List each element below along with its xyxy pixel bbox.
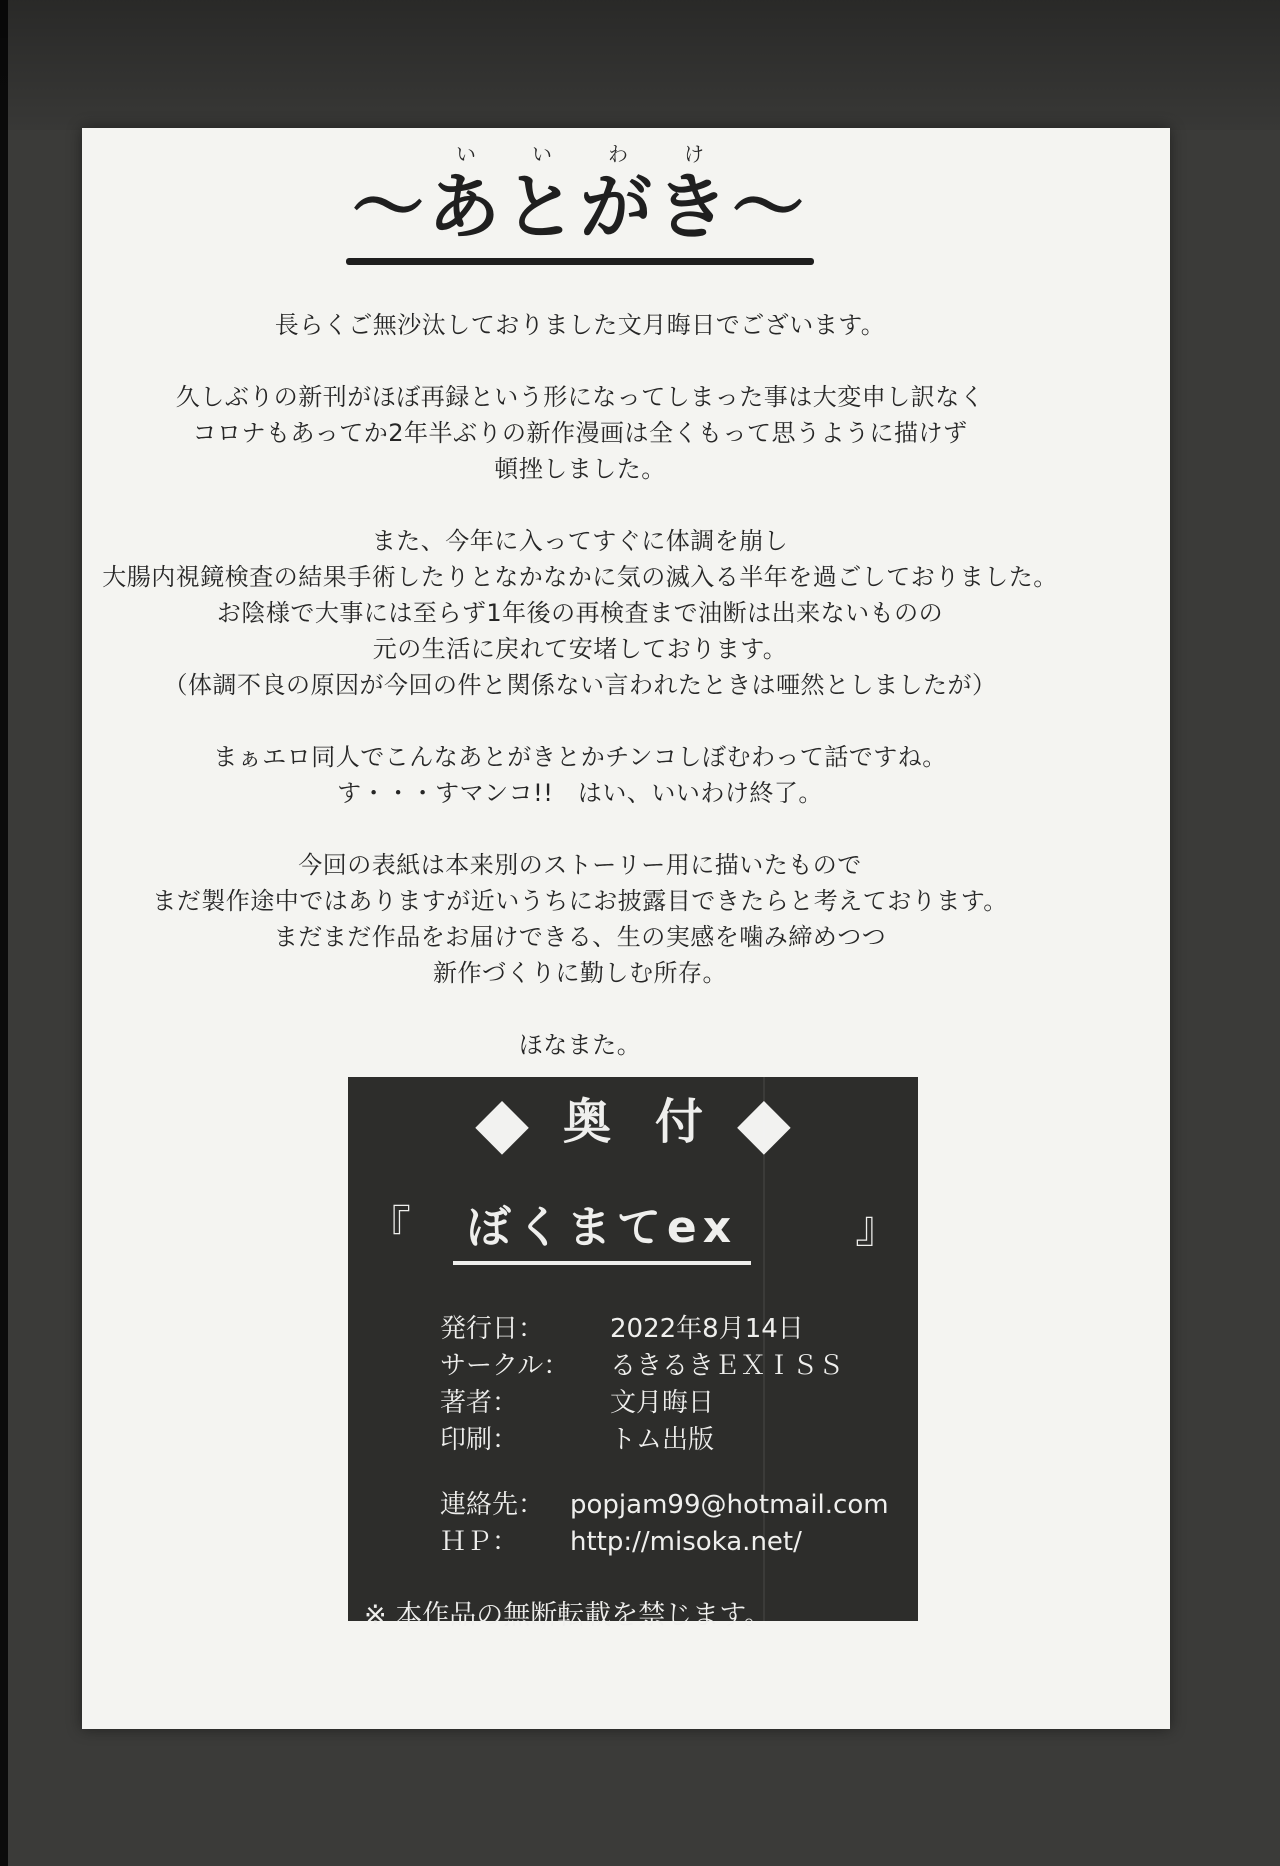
text-line: まだ製作途中ではありますが近いうちにお披露目できたらと考えております。	[152, 887, 1008, 915]
diamond-icon: ◆	[475, 1081, 529, 1163]
open-bracket: 『	[366, 1202, 411, 1253]
title-ruby-char: がわ	[580, 142, 657, 249]
text-line: まだまだ作品をお届けできる、生の実感を噛み締めつつ	[273, 923, 887, 951]
homepage-url: http://misoka.net/	[570, 1527, 802, 1557]
info-row-homepage	[440, 1524, 918, 1561]
info-value: るきるきＥＸＩＳＳ	[610, 1351, 845, 1381]
colophon-box	[348, 1077, 918, 1631]
info-row-author	[440, 1385, 918, 1422]
diamond-icon: ◆	[737, 1081, 791, 1163]
info-label: 連絡先：	[440, 1490, 545, 1520]
text-line: また、今年に入ってすぐに体調を崩し	[371, 527, 789, 555]
scan-edge-top	[0, 0, 1280, 130]
text-line: お陰様で大事には至らず1年後の再検査まで油断は出来ないものの	[216, 599, 944, 627]
text-line: まぁエロ同人でこんなあとがきとかチンコしぼむわって話ですね。	[213, 743, 947, 771]
page-title	[36, 142, 1124, 252]
colophon-title: 奥付	[562, 1094, 747, 1150]
text-line: 久しぶりの新刊がほぼ再録という形になってしまった事は大変申し訳なく	[175, 383, 985, 411]
text-line: 大腸内視鏡検査の結果手術したりとなかなかに気の滅入る半年を過ごしておりました。	[102, 563, 1058, 591]
title-ruby-char: きけ	[656, 142, 733, 249]
title-ruby-char: とい	[503, 142, 580, 249]
copyright-notice: ※ 本作品の無断転載を禁じます。	[364, 1600, 772, 1631]
text-line: 新作づくりに勤しむ所存。	[433, 959, 727, 987]
text-line: コロナもあってか2年半ぶりの新作漫画は全くもって思うように描けず	[192, 419, 968, 447]
info-value: 文月晦日	[610, 1388, 715, 1418]
info-label: 発行日：	[440, 1314, 545, 1344]
afterword-body	[36, 307, 1124, 1063]
title-ruby-char: あい	[427, 142, 504, 249]
info-row-circle	[440, 1348, 918, 1385]
info-value: トム出版	[610, 1425, 715, 1455]
info-label: ＨＰ：	[440, 1527, 519, 1557]
title-underline	[346, 258, 814, 265]
info-row-printer	[440, 1422, 918, 1459]
book-title: ぼくまてex	[453, 1191, 751, 1265]
text-line: す・・・すマンコ!! はい、いいわけ終了。	[337, 779, 823, 807]
info-label: サークル：	[440, 1351, 570, 1381]
paragraph	[36, 307, 1124, 343]
text-line: 長らくご無沙汰しておりました文月晦日でございます。	[274, 311, 886, 339]
afterword-content	[36, 128, 1124, 1063]
contact-info	[348, 1487, 918, 1561]
afterword-page	[82, 128, 1170, 1729]
text-line: 今回の表紙は本来別のストーリー用に描いたもので	[298, 851, 862, 879]
text-line: 元の生活に戻れて安堵しております。	[372, 635, 788, 663]
info-row-contact	[440, 1487, 918, 1524]
scan-crease	[763, 1077, 765, 1621]
info-row-date	[440, 1311, 918, 1348]
info-value: 2022年8月14日	[610, 1314, 804, 1344]
paragraph	[36, 847, 1124, 991]
colophon-header	[348, 1081, 918, 1163]
text-line: ほなまた。	[518, 1031, 642, 1059]
paragraph	[36, 379, 1124, 487]
paragraph	[36, 739, 1124, 811]
text-line: 頓挫しました。	[494, 455, 666, 483]
info-label: 印刷：	[440, 1425, 519, 1455]
close-bracket: 』	[855, 1202, 900, 1253]
title-tilde-prefix: ～	[351, 165, 428, 249]
publication-info	[348, 1311, 918, 1459]
title-tilde-suffix: ～	[732, 165, 809, 249]
info-label: 著者：	[440, 1388, 519, 1418]
scan-edge-left	[0, 0, 8, 1866]
paragraph	[36, 523, 1124, 703]
contact-email: popjam99@hotmail.com	[570, 1490, 889, 1520]
paragraph	[36, 1027, 1124, 1063]
text-line: （体調不良の原因が今回の件と関係ない言われたときは唖然としましたが）	[163, 671, 997, 699]
book-title-row	[348, 1191, 918, 1265]
